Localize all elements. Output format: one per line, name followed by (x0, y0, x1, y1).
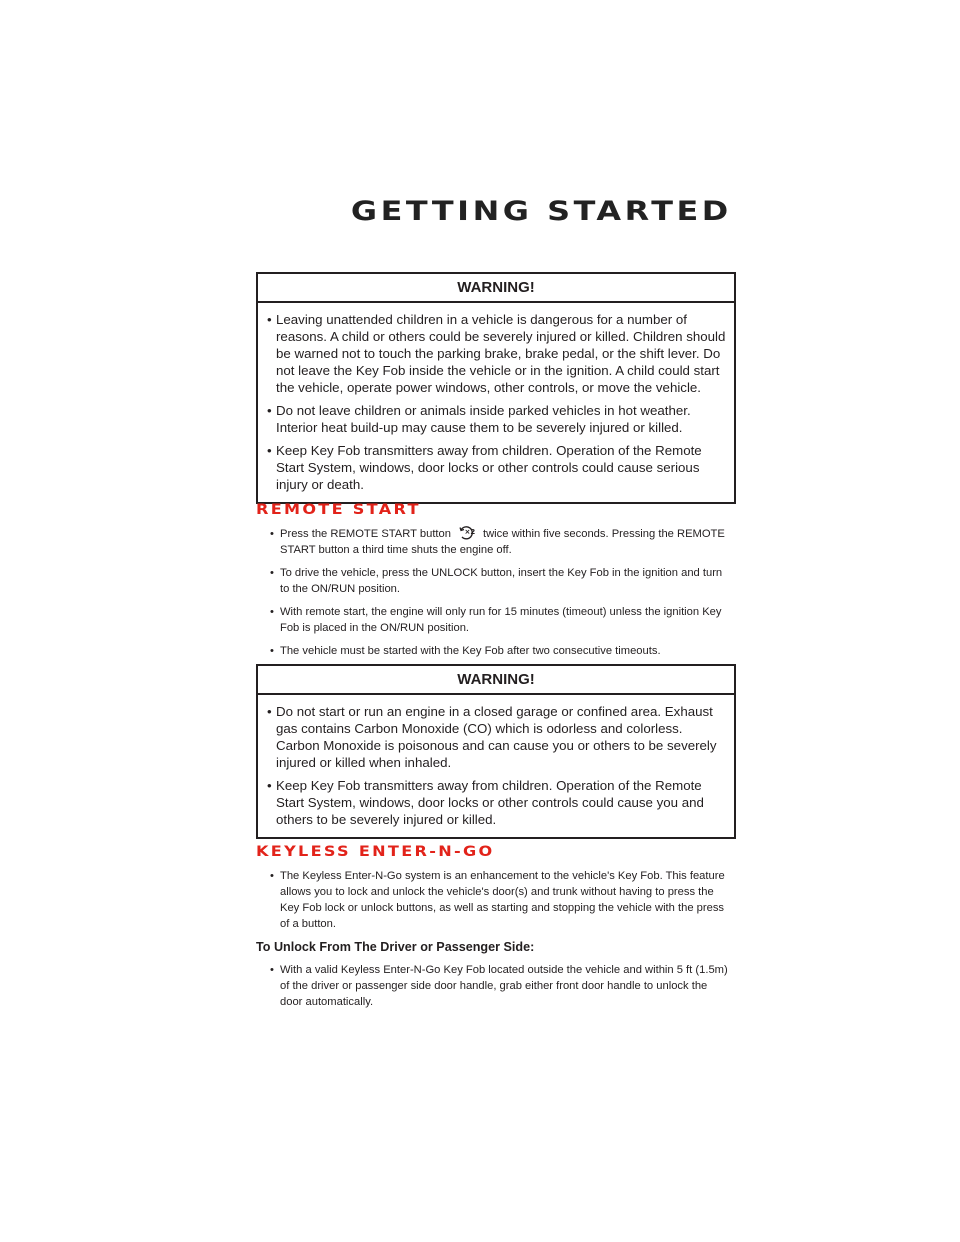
list-item: • With a valid Keyless Enter-N-Go Key Fob located outside the vehicle and within 5 ft (1.5m) of the driver or passenger side door handle, grab either front door handle to unlock the door automatically. (270, 962, 730, 1010)
list-item: • The Keyless Enter-N-Go system is an enhancement to the vehicle's Key Fob. This feature allows you to lock and unlock the vehicle's door(s) and trunk without having to press the Key Fob lock or unlock buttons, as well as starting and stopping the vehicle with the press of a button. (270, 868, 730, 932)
list-item-text: twice within five seconds. Pressing the REMOTE START button a third time shuts the engine off. (280, 528, 725, 556)
warning-item: • Leaving unattended children in a vehicle is dangerous for a number of reasons. A child or others could be severely injured or killed. Children should be warned not to touch the parking brake, brake pedal, or the shift lever. Do not leave the Key Fob inside the vehicle or in the ignition. A child could start the vehicle, operate power windows, other controls, or move the vehicle. (267, 311, 728, 396)
svg-text:×2: ×2 (464, 528, 476, 536)
remote-start-icon (457, 526, 479, 540)
list-item: • The vehicle must be started with the Key Fob after two consecutive timeouts. (270, 643, 730, 659)
list-item-text: Press the REMOTE START button (280, 528, 451, 540)
subheading-unlock: To Unlock From The Driver or Passenger Side: (256, 940, 535, 954)
section-heading-keyless: KEYLESS ENTER-N-GO (256, 844, 495, 860)
page-header: GETTING STARTED (351, 196, 732, 227)
warning-item: • Do not leave children or animals inside parked vehicles in hot weather. Interior heat build-up may cause them to be severely injured or killed. (267, 402, 728, 436)
warning-title: WARNING! (258, 274, 734, 303)
warning-title: WARNING! (258, 666, 734, 695)
warning-box-children (256, 272, 736, 504)
keyless-list (270, 868, 730, 932)
warning-box-carbon-monoxide (256, 664, 736, 839)
list-item: • To drive the vehicle, press the UNLOCK button, insert the Key Fob in the ignition and turn to the ON/RUN position. (270, 565, 730, 597)
warning-item: • Keep Key Fob transmitters away from children. Operation of the Remote Start System, windows, door locks or other controls could cause serious injury or death. (267, 442, 728, 493)
warning-item: • Keep Key Fob transmitters away from children. Operation of the Remote Start System, windows, door locks or other controls could cause you and others to be severely injured or killed. (267, 777, 728, 828)
warning-list (258, 695, 734, 837)
unlock-list (270, 962, 730, 1010)
section-heading-remote-start: REMOTE START (256, 502, 421, 518)
list-item (270, 526, 730, 558)
warning-list (258, 303, 734, 502)
warning-item: • Do not start or run an engine in a closed garage or confined area. Exhaust gas contains Carbon Monoxide (CO) which is odorless and colorless. Carbon Monoxide is poisonous and can cause you or others to be severely injured or killed when inhaled. (267, 703, 728, 771)
remote-start-list (270, 526, 730, 659)
list-item: • With remote start, the engine will only run for 15 minutes (timeout) unless the ignition Key Fob is placed in the ON/RUN position. (270, 604, 730, 636)
